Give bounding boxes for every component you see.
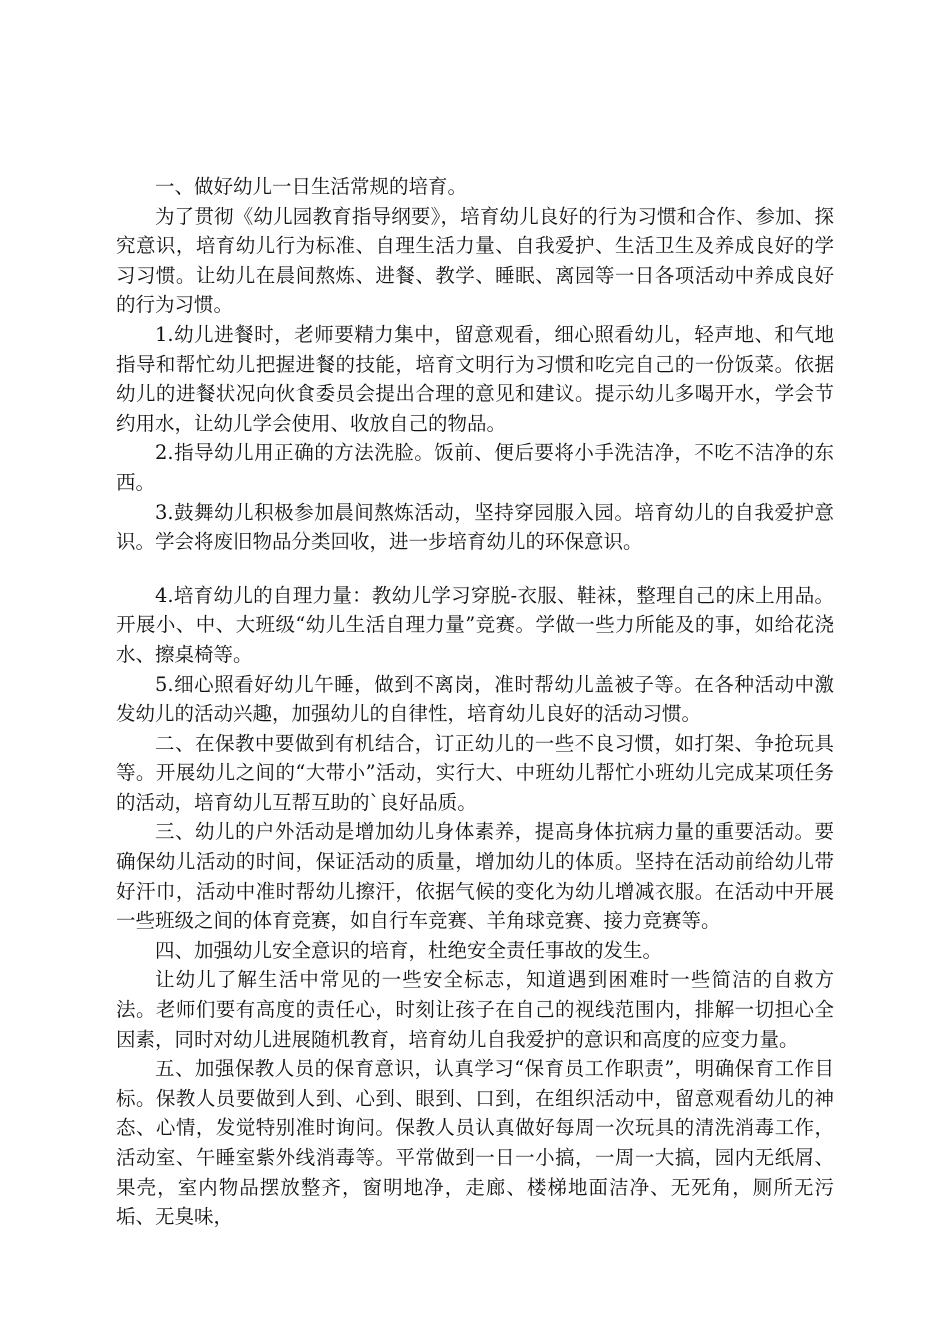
- section-1-heading: 一、做好幼儿一日生活常规的培育。: [155, 175, 468, 198]
- section-1-intro: 为了贯彻《幼儿园教育指导纲要》，培育幼儿良好的行为习惯和合作、参加、探究意识，培育幼儿行为标准、自理生活力量、自我爱护、生活卫生及养成良好的学习习惯。让幼儿在晨间熬炼、进餐、教学、睡眠、离园等一日各项活动中养成良好的行为习惯。: [116, 204, 834, 317]
- section-4-paragraph: 让幼儿了解生活中常见的一些安全标志，知道遇到困难时一些简洁的自救方法。老师们要有高度的责任心，时刻让孩子在自己的视线范围内，排解一切担心全因素，同时对幼儿进展随机教育，培育幼儿自我爱护的意识和高度的应变力量。: [116, 968, 834, 1051]
- item-1-meals: 1.幼儿进餐时，老师要精力集中，留意观看，细心照看幼儿，轻声地、和气地指导和帮忙幼儿把握进餐的技能，培育文明行为习惯和吃完自己的一份饭菜。依据幼儿的进餐状况向伙食委员会提出合理的意见和建议。提示幼儿多喝开水，学会节约用水，让幼儿学会使用、收放自己的物品。: [116, 322, 834, 435]
- section-5-paragraph: 五、加强保教人员的保育意识，认真学习“保育员工作职责”，明确保育工作目标。保教人员要做到人到、心到、眼到、口到，在组织活动中，留意观看幼儿的神态、心情，发觉特别准时询问。保教人员认真做好每周一次玩具的清洗消毒工作，活动室、午睡室紫外线消毒等。平常做到一日一小搞，一周一大搞，园内无纸屑、果壳，室内物品摆放整齐，窗明地净，走廊、楼梯地面洁净、无死角，厕所无污垢、无臭味，: [116, 1057, 834, 1229]
- document-body: [116, 172, 834, 1232]
- item-3-morning-exercise: 3.鼓舞幼儿积极参加晨间熬炼活动，坚持穿园服入园。培育幼儿的自我爱护意识。学会将废旧物品分类回收，进一步培育幼儿的环保意识。: [116, 500, 834, 554]
- item-5-nap: 5.细心照看好幼儿午睡，做到不离岗，准时帮幼儿盖被子等。在各种活动中激发幼儿的活动兴趣，加强幼儿的自律性，培育幼儿良好的活动习惯。: [116, 672, 834, 726]
- item-2-washing: 2.指导幼儿用正确的方法洗脸。饭前、便后要将小手洗洁净，不吃不洁净的东西。: [116, 441, 834, 494]
- section-3-paragraph: 三、幼儿的户外活动是增加幼儿身体素养，提高身体抗病力量的重要活动。要确保幼儿活动的时间，保证活动的质量，增加幼儿的体质。坚持在活动前给幼儿带好汗巾，活动中准时帮幼儿擦汗，依据气候的变化为幼儿增减衣服。在活动中开展一些班级之间的体育竞赛，如自行车竞赛、羊角球竞赛、接力竞赛等。: [116, 820, 834, 933]
- section-2-paragraph: 二、在保教中要做到有机结合，订正幼儿的一些不良习惯，如打架、争抢玩具等。开展幼儿之间的“大带小”活动，实行大、中班幼儿帮忙小班幼儿完成某项任务的活动，培育幼儿互帮互助的`良好品质。: [116, 731, 834, 814]
- item-4-self-care: 4.培育幼儿的自理力量：教幼儿学习穿脱-衣服、鞋袜，整理自己的床上用品。开展小、中、大班级“幼儿生活自理力量”竞赛。学做一些力所能及的事，如给花浇水、擦桌椅等。: [116, 583, 834, 666]
- section-4-heading: 四、加强幼儿安全意识的培育，杜绝安全责任事故的发生。: [155, 938, 663, 962]
